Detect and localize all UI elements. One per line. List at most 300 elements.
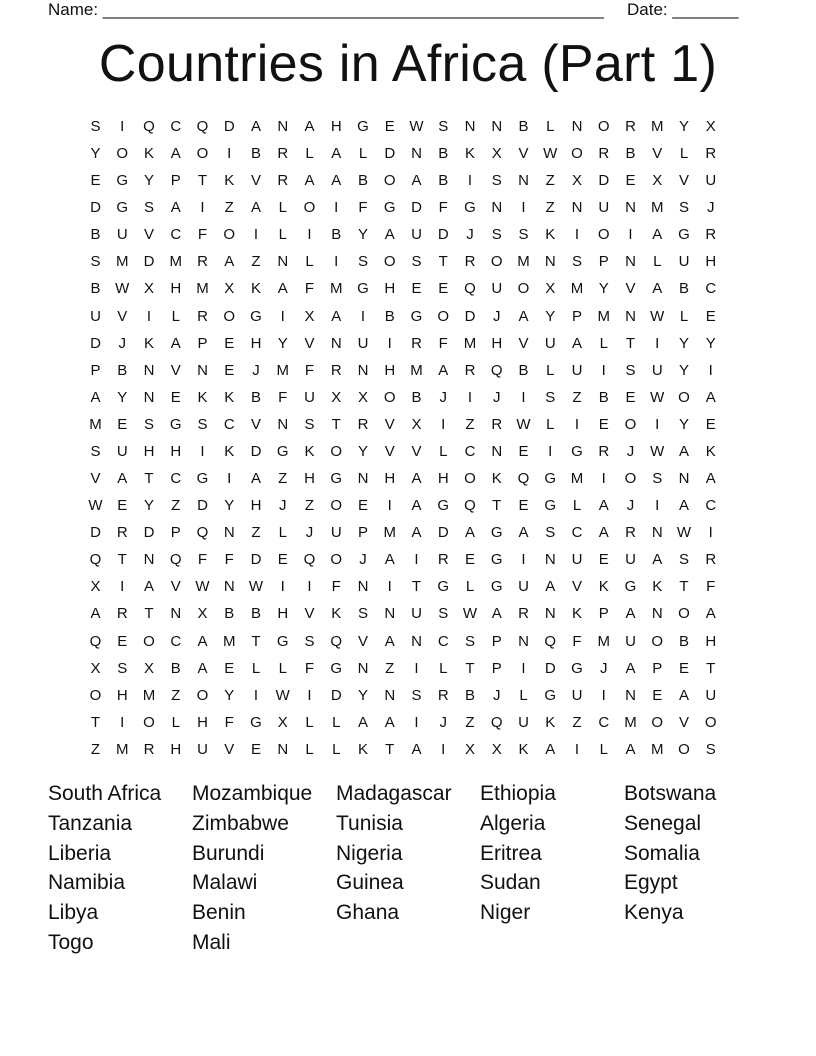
grid-letter: V — [384, 415, 395, 433]
grid-letter: S — [117, 659, 128, 677]
grid-letter: F — [706, 578, 716, 596]
grid-letter: Z — [385, 659, 395, 677]
grid-letter: B — [170, 659, 181, 677]
grid-letter: H — [384, 280, 396, 298]
grid-letter: S — [438, 605, 449, 623]
grid-letter: O — [330, 442, 343, 460]
grid-letter: O — [624, 415, 637, 433]
grid-letter: V — [90, 470, 101, 488]
grid-letter: N — [197, 361, 208, 379]
grid-letter: P — [491, 659, 502, 677]
grid-letter: N — [223, 524, 235, 542]
grid-letter: I — [120, 118, 125, 135]
grid-letter: J — [493, 307, 501, 325]
grid-letter: V — [304, 605, 315, 623]
grid-letter: I — [227, 145, 232, 163]
grid-letter: G — [437, 578, 450, 596]
grid-letter: E — [678, 659, 689, 677]
grid-letter: L — [305, 713, 314, 731]
grid-letter: P — [197, 334, 208, 352]
grid-letter: F — [224, 551, 234, 569]
grid-letter: W — [650, 307, 665, 325]
grid-letter: G — [169, 415, 182, 433]
grid-letter: O — [437, 307, 450, 325]
grid-letter: N — [544, 605, 556, 623]
word-bank-item: Namibia — [48, 871, 126, 895]
grid-letter: E — [250, 740, 261, 758]
grid-letter: B — [250, 605, 261, 623]
grid-letter: A — [90, 388, 101, 406]
grid-letter: O — [490, 253, 503, 271]
grid-letter: E — [518, 497, 529, 515]
grid-letter: A — [491, 605, 502, 623]
grid-letter: S — [491, 226, 502, 244]
grid-letter: I — [601, 686, 606, 704]
grid-row — [82, 303, 732, 330]
grid-letter: W — [248, 578, 264, 596]
grid-letter: K — [518, 740, 529, 758]
grid-letter: N — [464, 118, 476, 135]
grid-letter: G — [276, 632, 289, 650]
grid-letter: R — [437, 686, 449, 704]
grid-letter: C — [464, 442, 476, 460]
grid-letter: V — [224, 740, 235, 758]
grid-letter: G — [330, 470, 343, 488]
grid-letter: I — [521, 551, 526, 569]
word-bank-item: Botswana — [624, 782, 717, 805]
grid-letter: Q — [464, 280, 476, 298]
grid-letter: F — [438, 199, 448, 217]
grid-letter: V — [652, 145, 663, 163]
grid-letter: O — [651, 632, 664, 650]
grid-letter: F — [358, 199, 368, 217]
grid-letter: Y — [277, 334, 288, 352]
grid-letter: O — [678, 605, 690, 623]
grid-letter: J — [626, 497, 635, 515]
grid-letter: N — [170, 605, 182, 623]
grid-letter: A — [625, 605, 636, 623]
grid-letter: K — [331, 605, 342, 623]
grid-letter: Q — [143, 118, 155, 135]
grid-letter: I — [655, 334, 660, 352]
grid-letter: V — [571, 578, 582, 596]
grid-letter: O — [223, 307, 236, 325]
grid-letter: D — [384, 145, 396, 163]
word-bank-item: Togo — [48, 930, 94, 954]
grid-letter: I — [307, 578, 312, 596]
grid-letter: O — [678, 388, 690, 406]
grid-letter: B — [250, 388, 261, 406]
word-bank-item: Burundi — [192, 841, 265, 865]
grid-letter: M — [223, 632, 236, 650]
grid-letter: B — [117, 361, 128, 379]
grid-letter: I — [387, 578, 392, 596]
grid-letter: L — [519, 686, 528, 704]
grid-letter: I — [307, 226, 312, 244]
grid-letter: I — [307, 686, 312, 704]
grid-letter: W — [115, 280, 130, 298]
grid-letter: S — [411, 253, 422, 271]
grid-row — [82, 655, 732, 682]
grid-letter: W — [462, 605, 478, 623]
grid-letter: Y — [545, 307, 556, 325]
grid-letter: X — [571, 172, 582, 190]
grid-letter: L — [305, 145, 314, 163]
grid-letter: E — [411, 280, 422, 298]
grid-letter: K — [571, 605, 582, 623]
grid-letter: G — [250, 307, 262, 325]
word-bank-item: Algeria — [480, 811, 546, 835]
grid-row — [82, 330, 732, 357]
grid-letter: O — [678, 740, 690, 758]
grid-letter: A — [224, 253, 235, 271]
grid-letter: A — [170, 145, 181, 163]
grid-letter: I — [280, 307, 285, 325]
grid-letter: K — [143, 334, 154, 352]
grid-letter: P — [170, 172, 181, 190]
grid-letter: H — [705, 253, 717, 271]
grid-letter: N — [223, 578, 235, 596]
grid-letter: T — [438, 253, 448, 271]
grid-letter: N — [330, 334, 342, 352]
grid-letter: M — [410, 361, 423, 379]
grid-letter: N — [518, 632, 529, 650]
grid-letter: G — [116, 172, 129, 190]
grid-letter: X — [304, 307, 315, 325]
word-bank-column — [624, 779, 764, 928]
grid-letter: I — [655, 497, 660, 515]
word-bank-item: South Africa — [48, 782, 162, 805]
grid-letter: I — [120, 713, 125, 731]
grid-letter: A — [705, 605, 716, 623]
grid-letter: I — [601, 470, 606, 488]
grid-letter: J — [493, 686, 501, 704]
grid-letter: H — [277, 605, 289, 623]
word-bank-item: Tunisia — [336, 811, 403, 835]
word-bank-item: Sudan — [480, 871, 541, 895]
grid-letter: R — [705, 145, 717, 163]
grid-letter: M — [383, 524, 396, 542]
grid-row — [82, 384, 732, 411]
grid-letter: S — [518, 226, 529, 244]
word-bank-item: Kenya — [624, 901, 684, 925]
grid-letter: L — [305, 253, 314, 271]
grid-letter: A — [411, 740, 422, 758]
grid-letter: Q — [169, 551, 182, 569]
grid-letter: F — [572, 632, 582, 650]
grid-letter: N — [357, 659, 369, 677]
grid-letter: D — [598, 172, 610, 190]
grid-letter: T — [492, 497, 502, 515]
grid-letter: D — [223, 118, 235, 135]
grid-letter: J — [252, 361, 260, 379]
grid-row — [82, 113, 732, 140]
grid-letter: A — [170, 334, 181, 352]
grid-letter: P — [491, 632, 502, 650]
grid-letter: U — [491, 280, 503, 298]
grid-letter: X — [224, 280, 235, 298]
grid-letter: S — [545, 388, 556, 406]
grid-letter: K — [304, 442, 315, 460]
grid-letter: L — [679, 145, 689, 163]
grid-letter: Z — [171, 497, 181, 515]
grid-letter: G — [196, 470, 209, 488]
grid-letter: I — [521, 388, 526, 406]
grid-letter: I — [414, 551, 419, 569]
grid-letter: S — [625, 361, 636, 379]
grid-letter: Z — [465, 713, 475, 731]
grid-letter: U — [357, 334, 369, 352]
grid-letter: K — [197, 388, 208, 406]
grid-letter: N — [277, 415, 289, 433]
word-bank-item: Benin — [192, 901, 246, 925]
grid-letter: A — [143, 578, 154, 596]
grid-letter: J — [439, 713, 447, 731]
grid-letter: O — [704, 713, 717, 731]
grid-letter: U — [598, 199, 610, 217]
grid-letter: D — [250, 442, 262, 460]
grid-letter: A — [117, 470, 128, 488]
grid-letter: U — [651, 361, 663, 379]
grid-letter: B — [384, 307, 395, 325]
grid-letter: U — [571, 551, 583, 569]
grid-letter: Z — [572, 388, 582, 406]
grid-letter: U — [705, 172, 717, 190]
grid-letter: K — [705, 442, 716, 460]
grid-letter: A — [250, 199, 261, 217]
grid-letter: N — [518, 172, 529, 190]
grid-letter: N — [625, 253, 636, 271]
grid-letter: R — [598, 145, 610, 163]
grid-letter: V — [625, 280, 636, 298]
grid-letter: Z — [572, 713, 582, 731]
grid-letter: X — [197, 605, 208, 623]
grid-letter: P — [652, 659, 663, 677]
grid-letter: F — [304, 280, 315, 298]
grid-letter: D — [544, 659, 556, 677]
grid-letter: C — [170, 226, 182, 244]
grid-letter: E — [518, 442, 529, 460]
grid-letter: O — [464, 470, 476, 488]
word-bank-column — [336, 779, 476, 928]
grid-letter: N — [277, 253, 289, 271]
page-title: Countries in Africa (Part 1) — [98, 35, 718, 93]
grid-letter: G — [544, 470, 557, 488]
grid-letter: A — [411, 524, 422, 542]
grid-letter: E — [117, 415, 128, 433]
grid-letter: Q — [196, 118, 209, 135]
grid-letter: O — [383, 253, 396, 271]
grid-row — [82, 167, 732, 194]
grid-letter: N — [571, 199, 583, 217]
grid-letter: U — [197, 740, 208, 758]
grid-letter: S — [143, 199, 154, 217]
grid-row — [82, 438, 732, 465]
grid-letter: H — [250, 497, 262, 515]
grid-letter: Y — [678, 118, 689, 135]
grid-letter: L — [546, 361, 555, 379]
grid-letter: N — [571, 118, 583, 135]
grid-letter: M — [651, 199, 664, 217]
grid-letter: R — [116, 605, 128, 623]
grid-letter: P — [90, 361, 101, 379]
grid-letter: A — [197, 632, 208, 650]
grid-letter: X — [545, 280, 556, 298]
word-bank-item: Nigeria — [336, 841, 403, 865]
word-bank-item: Mali — [192, 930, 231, 954]
grid-letter: I — [548, 442, 553, 460]
grid-letter: I — [467, 172, 473, 190]
grid-letter: A — [625, 740, 636, 758]
grid-letter: I — [708, 361, 713, 379]
grid-row — [82, 736, 732, 763]
grid-letter: W — [516, 415, 531, 433]
grid-letter: G — [330, 659, 343, 677]
grid-letter: O — [651, 713, 664, 731]
grid-letter: U — [90, 307, 101, 325]
grid-letter: A — [545, 740, 556, 758]
grid-letter: M — [597, 307, 610, 325]
grid-letter: H — [705, 632, 717, 650]
grid-letter: Y — [117, 388, 128, 406]
grid-letter: C — [705, 280, 717, 298]
grid-letter: K — [545, 713, 556, 731]
grid-letter: M — [89, 415, 102, 433]
grid-letter: G — [571, 442, 583, 460]
grid-letter: M — [463, 334, 477, 352]
grid-letter: C — [223, 415, 235, 433]
grid-letter: A — [438, 361, 449, 379]
grid-letter: O — [330, 551, 343, 569]
grid-letter: W — [409, 118, 424, 135]
grid-letter: Y — [143, 497, 154, 515]
grid-letter: N — [625, 307, 636, 325]
grid-letter: Q — [464, 497, 476, 515]
grid-letter: L — [653, 253, 662, 271]
grid-letter: Y — [678, 334, 689, 352]
grid-letter: M — [169, 253, 182, 271]
grid-letter: G — [357, 118, 369, 135]
grid-letter: U — [518, 578, 529, 596]
grid-letter: I — [387, 334, 392, 352]
grid-letter: I — [628, 226, 633, 244]
grid-letter: S — [678, 551, 689, 569]
grid-letter: C — [598, 713, 610, 731]
grid-letter: Z — [224, 199, 234, 217]
grid-letter: I — [467, 388, 473, 406]
grid-letter: C — [571, 524, 583, 542]
grid-letter: C — [705, 497, 717, 515]
grid-letter: U — [411, 605, 422, 623]
grid-letter: I — [441, 740, 446, 758]
grid-letter: V — [384, 442, 395, 460]
grid-letter: R — [143, 740, 155, 758]
grid-letter: X — [705, 118, 716, 135]
grid-row — [82, 628, 732, 655]
grid-letter: H — [491, 334, 503, 352]
grid-letter: B — [464, 686, 475, 704]
grid-letter: M — [330, 280, 343, 298]
grid-letter: A — [170, 199, 181, 217]
grid-letter: A — [250, 118, 261, 135]
grid-letter: I — [414, 713, 419, 731]
word-bank-item: Ghana — [336, 901, 400, 925]
word-bank-column — [192, 779, 332, 958]
grid-letter: G — [490, 551, 503, 569]
grid-letter: Q — [196, 524, 209, 542]
grid-letter: V — [250, 172, 261, 190]
grid-letter: G — [410, 307, 423, 325]
grid-letter: D — [143, 253, 155, 271]
word-bank-item: Zimbabwe — [192, 811, 289, 835]
grid-letter: M — [651, 740, 664, 758]
grid-letter: G — [357, 280, 369, 298]
grid-letter: R — [357, 415, 369, 433]
grid-letter: A — [625, 659, 636, 677]
grid-letter: Y — [357, 226, 368, 244]
grid-letter: G — [544, 686, 557, 704]
grid-row — [82, 248, 732, 275]
grid-letter: N — [491, 118, 503, 135]
grid-letter: G — [490, 524, 503, 542]
grid-letter: U — [330, 524, 342, 542]
grid-letter: M — [142, 686, 156, 704]
grid-letter: R — [464, 361, 476, 379]
grid-letter: M — [116, 253, 129, 271]
grid-letter: B — [598, 388, 609, 406]
grid-letter: B — [357, 172, 368, 190]
grid-letter: M — [597, 632, 610, 650]
grid-row — [82, 140, 732, 167]
grid-letter: T — [90, 713, 101, 731]
grid-letter: K — [250, 280, 261, 298]
grid-letter: R — [330, 361, 342, 379]
grid-letter: R — [277, 145, 289, 163]
grid-letter: S — [464, 632, 475, 650]
grid-letter: H — [170, 442, 182, 460]
grid-letter: E — [625, 172, 636, 190]
grid-letter: J — [439, 388, 447, 406]
grid-letter: V — [678, 172, 689, 190]
grid-letter: S — [438, 118, 449, 135]
grid-letter: T — [679, 578, 689, 596]
grid-letter: F — [278, 388, 288, 406]
grid-letter: K — [357, 740, 368, 758]
grid-letter: O — [223, 226, 236, 244]
grid-letter: Y — [357, 442, 368, 460]
grid-letter: I — [253, 686, 259, 704]
grid-letter: N — [357, 470, 369, 488]
grid-letter: T — [144, 470, 154, 488]
grid-letter: Z — [251, 253, 261, 271]
grid-letter: O — [196, 686, 209, 704]
grid-letter: P — [170, 524, 181, 542]
grid-letter: B — [625, 145, 636, 163]
grid-letter: N — [651, 605, 663, 623]
name-field-label: Name: _____________________________________________________ — [48, 0, 604, 19]
grid-letter: E — [224, 659, 235, 677]
grid-row — [82, 357, 732, 384]
grid-letter: E — [384, 118, 395, 135]
grid-letter: R — [491, 415, 503, 433]
grid-letter: Z — [465, 415, 475, 433]
grid-letter: Q — [517, 470, 530, 488]
grid-letter: G — [437, 497, 450, 515]
grid-letter: J — [305, 524, 314, 542]
grid-letter: A — [598, 497, 609, 515]
grid-letter: L — [546, 118, 555, 135]
grid-letter: E — [170, 388, 181, 406]
